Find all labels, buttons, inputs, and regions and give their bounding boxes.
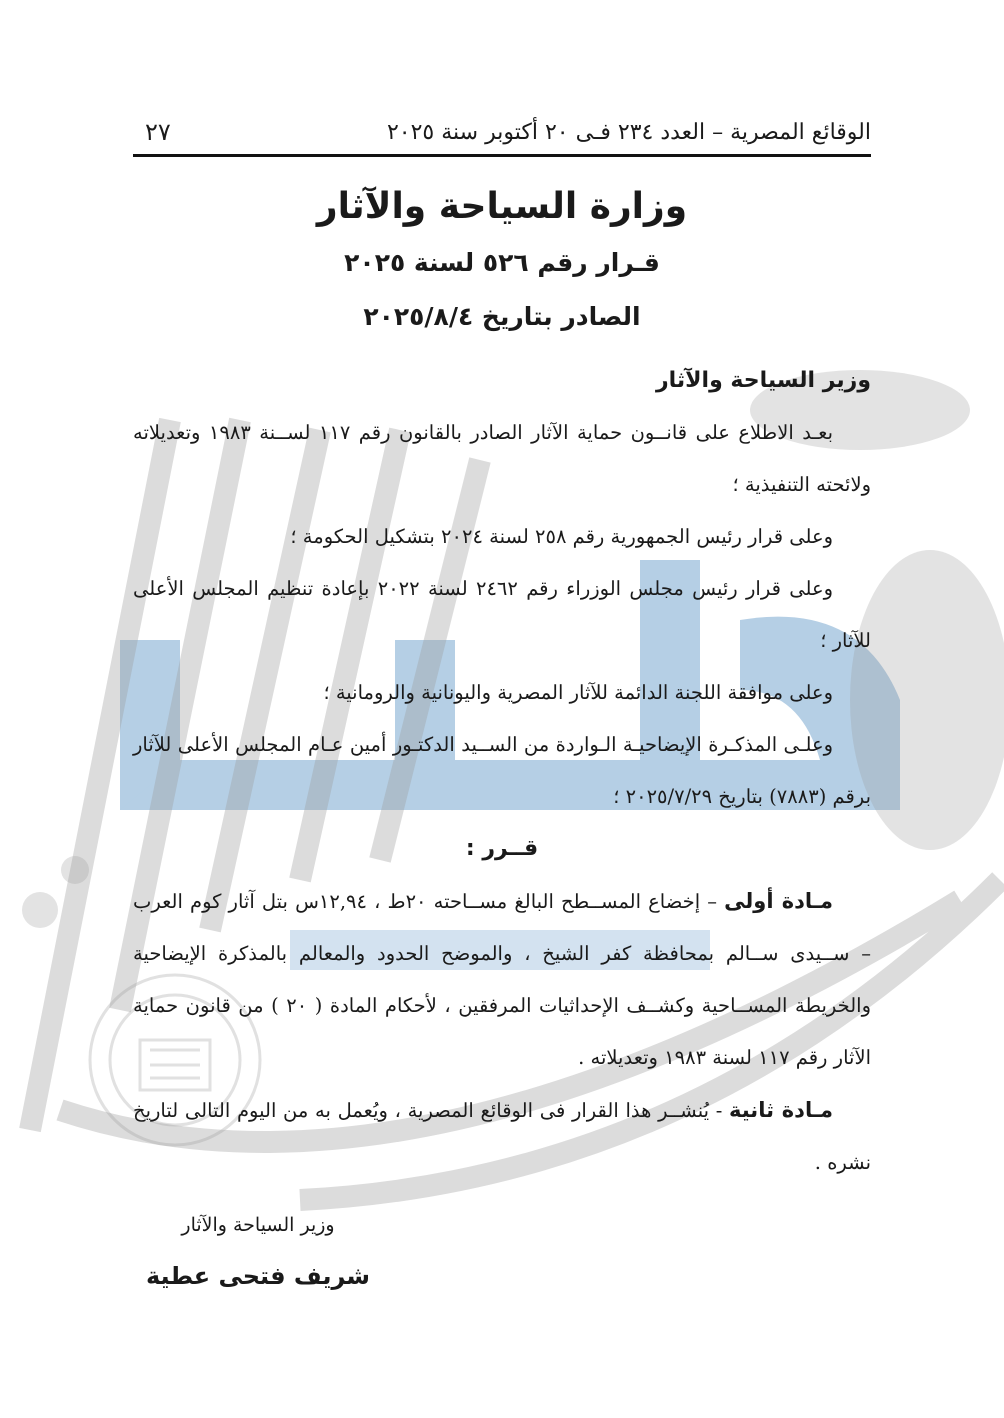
signature-block xyxy=(133,1205,383,1301)
decree-number: قـرار رقم ٥٢٦ لسنة ٢٠٢٥ xyxy=(344,248,660,277)
signatory-role: وزير السياحة والآثار xyxy=(181,1214,335,1236)
decree-body xyxy=(133,355,871,1189)
signatory-name: شريف فتحى عطية xyxy=(145,1262,371,1290)
recital-5: وعلـى المذكـرة الإيضاحيـة الـواردة من الســيد الدكتـور أمين عـام المجلس الأعلى للآثار برقم (٧٨٨٣) بتاريخ ٢٠٢٥/٧/٢٩ ؛ xyxy=(133,733,871,808)
decree-issue-date: الصادر بتاريخ ٢٠٢٥/٨/٤ xyxy=(363,302,641,331)
ministry-title: وزارة السياحة والآثار xyxy=(316,186,688,227)
article-2 xyxy=(133,1084,871,1189)
addressee: وزير السياحة والآثار xyxy=(655,368,871,393)
article-1-text: – إخضاع المســطح البالغ مســاحته ٢٠ط ، ١٢,٩٤س بتل آثار كوم العرب – ســيدى ســالم بمحافظة كفر الشيخ ، والموضح الحدود والمعالم بالمذكرة الإيضاحية والخريطة المســاحية وكشــف الإحداثيات المرفقين ، لأحكام المادة ( ٢٠ ) من قانون حماية الآثار رقم ١١٧ لسنة ١٩٨٣ وتعديلاته . xyxy=(133,890,871,1069)
page-number: ٢٧ xyxy=(145,118,171,146)
decided-heading: قــرر : xyxy=(465,836,539,861)
recital-1: بعـد الاطلاع على قانــون حماية الآثار الصادر بالقانون رقم ١١٧ لســنة ١٩٨٣ وتعديلاته ولائحته التنفيذية ؛ xyxy=(133,421,871,496)
running-title: الوقائع المصرية – العدد ٢٣٤ فـى ٢٠ أكتوبر سنة ٢٠٢٥ xyxy=(386,119,871,145)
recital-2: وعلى قرار رئيس الجمهورية رقم ٢٥٨ لسنة ٢٠٢٤ بتشكيل الحكومة ؛ xyxy=(290,525,833,548)
article-2-text: - يُنشــر هذا القرار فى الوقائع المصرية ، ويُعمل به من اليوم التالى لتاريخ نشره . xyxy=(133,1099,871,1174)
recital-4: وعلى موافقة اللجنة الدائمة للآثار المصرية واليونانية والرومانية ؛ xyxy=(323,681,833,704)
header-rule xyxy=(133,154,871,157)
article-1 xyxy=(133,875,871,1084)
running-header xyxy=(133,112,871,152)
article-2-label: مـادة ثانية xyxy=(729,1098,834,1122)
recital-3: وعلى قرار رئيس مجلس الوزراء رقم ٢٤٦٢ لسنة ٢٠٢٢ بإعادة تنظيم المجلس الأعلى للآثار ؛ xyxy=(133,577,871,652)
article-1-label: مـادة أولى xyxy=(724,889,833,913)
